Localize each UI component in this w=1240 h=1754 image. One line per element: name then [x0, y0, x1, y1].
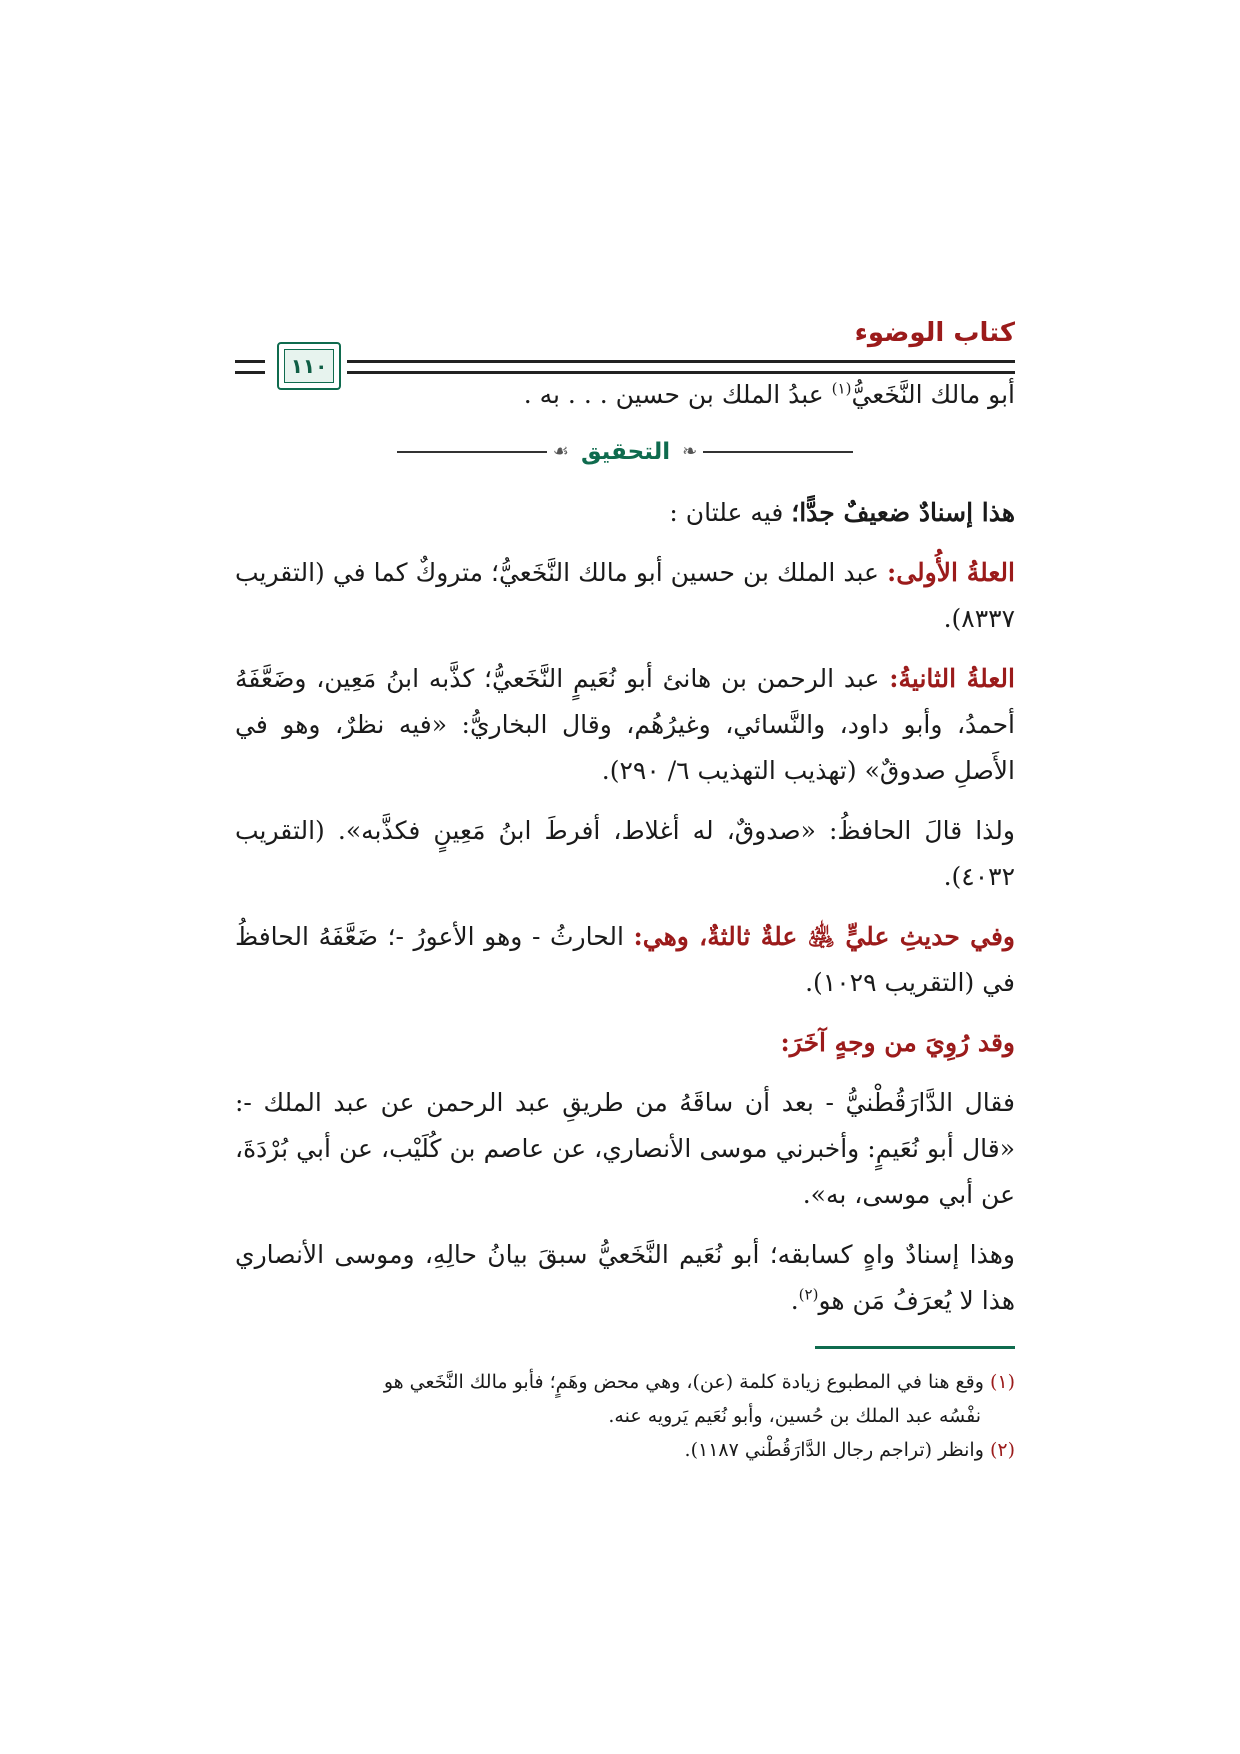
footnote-rule	[815, 1346, 1015, 1349]
footnote-1-number: (١)	[989, 1371, 1015, 1393]
defect-first-text: عبد الملك بن حسين أبو مالك النَّخَعيُّ؛ متروكٌ كما في (التقريب ٨٣٣٧).	[235, 558, 1015, 633]
footnote-2	[235, 1433, 1015, 1467]
book-title: كتاب الوضوء	[854, 318, 1015, 348]
verdict-line	[235, 490, 1015, 536]
defect-third	[235, 914, 1015, 1006]
header-rule	[347, 360, 1015, 374]
divider-line-right	[703, 451, 853, 453]
defect-second-text: عبد الرحمن بن هانئ أبو نُعَيمٍ النَّخَعيُّ؛ كذَّبه ابنُ مَعِين، وضَعَّفَهُ أحمدُ، وأبو داود، والنَّسائي، وغيرُهُم، وقال البخاريُّ: «فيه نظرٌ، وهو في الأَصلِ صدوقٌ» (تهذيب التهذيب ٦/ ٢٩٠).	[235, 664, 1015, 785]
defect-first-lead: العلةُ الأُولى:	[886, 558, 1015, 587]
ornament-icon: ❧	[682, 441, 698, 462]
defect-second-lead: العلةُ الثانيةُ:	[889, 664, 1015, 693]
footnote-ref-2[interactable]: (٢)	[798, 1285, 819, 1304]
opening-text-end: عبدُ الملك بن حسين . . . به .	[523, 380, 832, 409]
footnote-2-text: وانظر (تراجم رجال الدَّارَقُطْني ١١٨٧).	[684, 1439, 990, 1461]
ornament-icon: ☙	[552, 441, 569, 462]
page	[235, 300, 1015, 1467]
section-heading: التحقيق	[580, 439, 671, 465]
defect-third-text: الحارثُ - وهو الأعورُ -؛ ضَعَّفَهُ الحافظُ في (التقريب ١٠٢٩).	[235, 922, 1015, 997]
footnote-2-number: (٢)	[989, 1439, 1015, 1461]
main-text	[235, 372, 1015, 1324]
footnote-1-continuation: نفْسُه عبد الملك بن حُسين، وأبو نُعَيم يَرويه عنه.	[608, 1405, 981, 1427]
defect-first	[235, 550, 1015, 642]
footnote-1-text: وقع هنا في المطبوع زيادة كلمة (عن)، وهي محض وهَمٍ؛ فأبو مالك النَّخَعي هو	[383, 1371, 990, 1393]
opening-text: أبو مالك النَّخَعيُّ	[851, 380, 1015, 409]
hafiz-text: ولذا قالَ الحافظُ: «صدوقٌ، له أغلاط، أفرطَ ابنُ مَعِينٍ فكذَّبه». (التقريب ٤٠٣٢).	[235, 816, 1015, 891]
opening-line	[235, 372, 1015, 418]
other-route-heading: وقد رُوِيَ من وجهٍ آخَرَ:	[780, 1028, 1015, 1057]
closing-paragraph	[235, 1232, 1015, 1324]
hafiz-paragraph	[235, 808, 1015, 900]
footnote-1	[235, 1365, 1015, 1399]
closing-end: .	[790, 1286, 799, 1315]
page-number-frame	[277, 342, 341, 390]
section-divider	[235, 432, 1015, 472]
footnotes	[235, 1365, 1015, 1467]
defect-third-lead: وفي حديثِ عليٍّ ﵁ علةٌ ثالثةٌ، وهي:	[633, 922, 1016, 951]
footnote-ref-1[interactable]: (١)	[831, 379, 852, 398]
verdict-bold: هذا إسنادٌ ضعيفٌ جدًّا؛	[791, 498, 1015, 527]
daraqutni-paragraph: فقال الدَّارَقُطْنيُّ - بعد أن ساقَهُ من طريقِ عبد الرحمن عن عبد الملك -: «قال أبو نُعَيمٍ: وأخبرني موسى الأنصاري، عن عاصم بن كُلَيْب، عن أبي بُرْدَةَ، عن أبي موسى، به».	[235, 1088, 1015, 1209]
running-header	[235, 300, 1015, 378]
closing-text: وهذا إسنادٌ واهٍ كسابقه؛ أبو نُعَيم النَّخَعيُّ سبقَ بيانُ حالِهِ، وموسى الأنصاري هذا لا يُعرَفُ مَن هو	[235, 1240, 1015, 1315]
page-number: ١١٠	[284, 349, 334, 383]
defect-second	[235, 656, 1015, 794]
header-rule-end	[235, 360, 265, 374]
verdict-rest: فيه علتان :	[669, 498, 792, 527]
divider-line-left	[397, 451, 547, 453]
